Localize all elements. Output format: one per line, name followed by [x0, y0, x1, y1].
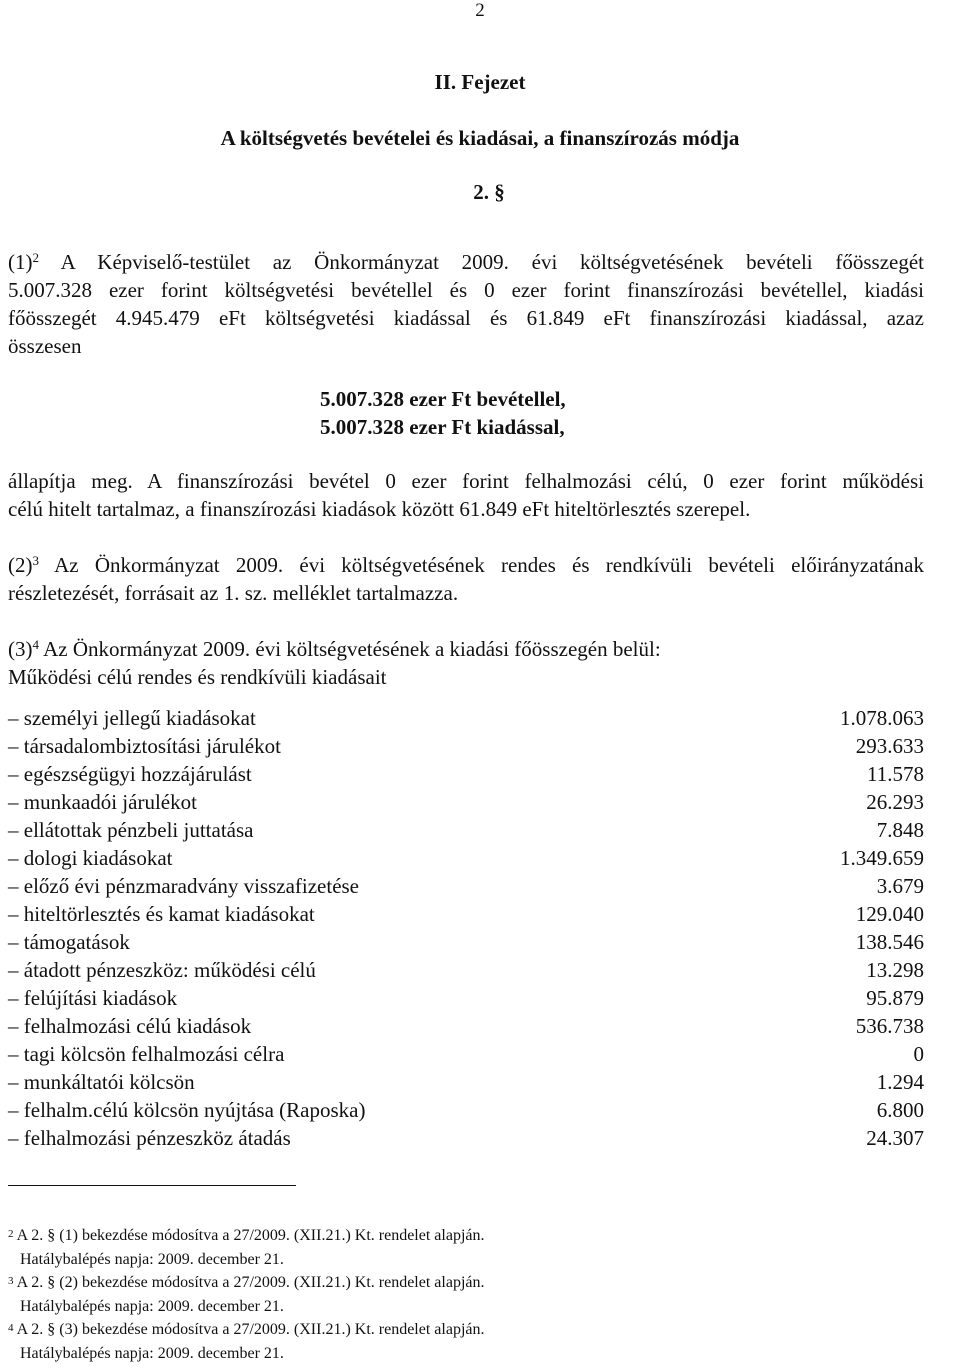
para1-tail-line1: állapítja meg. A finanszírozási bevétel 0 ezer forint felhalmozási célú, 0 ezer forint működési — [8, 469, 924, 493]
list-item — [8, 1068, 924, 1096]
footnote-2-effective: Hatálybalépés napja: 2009. december 21. — [20, 1251, 284, 1268]
para3-line1 — [8, 635, 661, 663]
item-value: 0 — [913, 1042, 924, 1066]
item-value: 138.546 — [855, 930, 924, 954]
footnote-3 — [8, 1272, 484, 1294]
footnote-separator — [8, 1185, 296, 1186]
item-value: 1.078.063 — [840, 706, 924, 730]
item-value: 3.679 — [876, 874, 924, 898]
para1-line2: 5.007.328 ezer forint költségvetési bevétellel és 0 ezer forint finanszírozási bevétellel, kiadási — [8, 278, 924, 302]
para3-marker: (3) — [8, 637, 33, 661]
para1-line3: főösszegét 4.945.479 eFt költségvetési kiadással és 61.849 eFt finanszírozási kiadással, azaz — [8, 306, 924, 330]
list-item — [8, 928, 924, 956]
list-item — [8, 1096, 924, 1124]
item-value: 24.307 — [866, 1126, 924, 1150]
para1-marker: (1) — [8, 250, 33, 274]
list-item — [8, 816, 924, 844]
para1-line1 — [8, 248, 924, 276]
footnote-ref-3: 3 — [32, 553, 39, 568]
para3-text-line1: Az Önkormányzat 2009. évi költségvetésének a kiadási főösszegén belül: — [43, 637, 661, 661]
item-value: 536.738 — [855, 1014, 924, 1038]
para2-marker: (2) — [8, 553, 33, 577]
item-label: – ellátottak pénzbeli juttatása — [8, 818, 254, 842]
footnote-ref-2: 2 — [32, 250, 39, 265]
item-value: 13.298 — [866, 958, 924, 982]
item-value: 293.633 — [855, 734, 924, 758]
item-value: 7.848 — [876, 818, 924, 842]
list-item — [8, 704, 924, 732]
list-item — [8, 1012, 924, 1040]
list-item — [8, 732, 924, 760]
item-label: – személyi jellegű kiadásokat — [8, 706, 256, 730]
footnote-ref-4: 4 — [32, 637, 39, 652]
para1-tail-line2: célú hitelt tartalmaz, a finanszírozási kiadások között 61.849 eFt hiteltörlesztés szerepel. — [8, 497, 751, 521]
item-value: 1.349.659 — [840, 846, 924, 870]
item-label: – felújítási kiadások — [8, 986, 178, 1010]
item-label: – átadott pénzeszköz: működési célú — [8, 958, 316, 982]
footnote-number: 4 — [8, 1322, 14, 1334]
list-item — [8, 872, 924, 900]
para2-line2: részletezését, forrásait az 1. sz. melléklet tartalmazza. — [8, 581, 459, 605]
item-label: – hiteltörlesztés és kamat kiadásokat — [8, 902, 315, 926]
item-value: 1.294 — [876, 1070, 924, 1094]
list-item — [8, 956, 924, 984]
item-label: – előző évi pénzmaradvány visszafizetése — [8, 874, 360, 898]
footnote-number: 2 — [8, 1228, 14, 1240]
para3-line2: Működési célú rendes és rendkívüli kiadásait — [8, 665, 387, 689]
list-item — [8, 844, 924, 872]
item-value: 11.578 — [867, 762, 924, 786]
para1-text-line1: A Képviselő-testület az Önkormányzat 2009. évi költségvetésének bevételi főösszegét — [60, 250, 924, 274]
item-label: – munkáltatói kölcsön — [8, 1070, 195, 1094]
item-label: – felhalm.célú kölcsön nyújtása (Raposka) — [8, 1098, 366, 1122]
para1-line4: összesen — [8, 334, 82, 358]
footnote-3-effective: Hatálybalépés napja: 2009. december 21. — [20, 1298, 284, 1315]
item-label: – támogatások — [8, 930, 130, 954]
footnote-2 — [8, 1225, 484, 1247]
item-label: – felhalmozási célú kiadások — [8, 1014, 252, 1038]
list-item — [8, 1124, 924, 1152]
footnote-4 — [8, 1319, 484, 1341]
list-item — [8, 788, 924, 816]
section-heading: 2. § — [473, 180, 505, 204]
list-item — [8, 984, 924, 1012]
para2-text-line1: Az Önkormányzat 2009. évi költségvetésének rendes és rendkívüli bevételi előirányzatának — [54, 553, 924, 577]
item-label: – tagi kölcsön felhalmozási célra — [8, 1042, 285, 1066]
footnote-text: A 2. § (3) bekezdése módosítva a 27/2009. (XII.21.) Kt. rendelet alapján. — [16, 1321, 485, 1338]
item-value: 129.040 — [855, 902, 924, 926]
total-expenditure: 5.007.328 ezer Ft kiadással, — [320, 415, 565, 439]
list-item — [8, 760, 924, 788]
item-value: 95.879 — [866, 986, 924, 1010]
total-revenue: 5.007.328 ezer Ft bevétellel, — [320, 387, 566, 411]
item-label: – munkaadói járulékot — [8, 790, 197, 814]
list-item — [8, 1040, 924, 1068]
page-number: 2 — [475, 0, 485, 21]
para2-line1 — [8, 551, 924, 579]
footnote-number: 3 — [8, 1275, 14, 1287]
item-label: – felhalmozási pénzeszköz átadás — [8, 1126, 291, 1150]
item-value: 6.800 — [876, 1098, 924, 1122]
footnote-text: A 2. § (1) bekezdése módosítva a 27/2009. (XII.21.) Kt. rendelet alapján. — [16, 1227, 485, 1244]
list-item — [8, 900, 924, 928]
footnote-text: A 2. § (2) bekezdése módosítva a 27/2009. (XII.21.) Kt. rendelet alapján. — [16, 1274, 485, 1291]
item-value: 26.293 — [866, 790, 924, 814]
chapter-heading: II. Fejezet — [434, 70, 526, 94]
footnote-4-effective: Hatálybalépés napja: 2009. december 21. — [20, 1345, 284, 1362]
item-label: – egészségügyi hozzájárulást — [8, 762, 252, 786]
item-label: – dologi kiadásokat — [8, 846, 173, 870]
item-label: – társadalombiztosítási járulékot — [8, 734, 281, 758]
chapter-title: A költségvetés bevételei és kiadásai, a finanszírozás módja — [220, 126, 740, 150]
